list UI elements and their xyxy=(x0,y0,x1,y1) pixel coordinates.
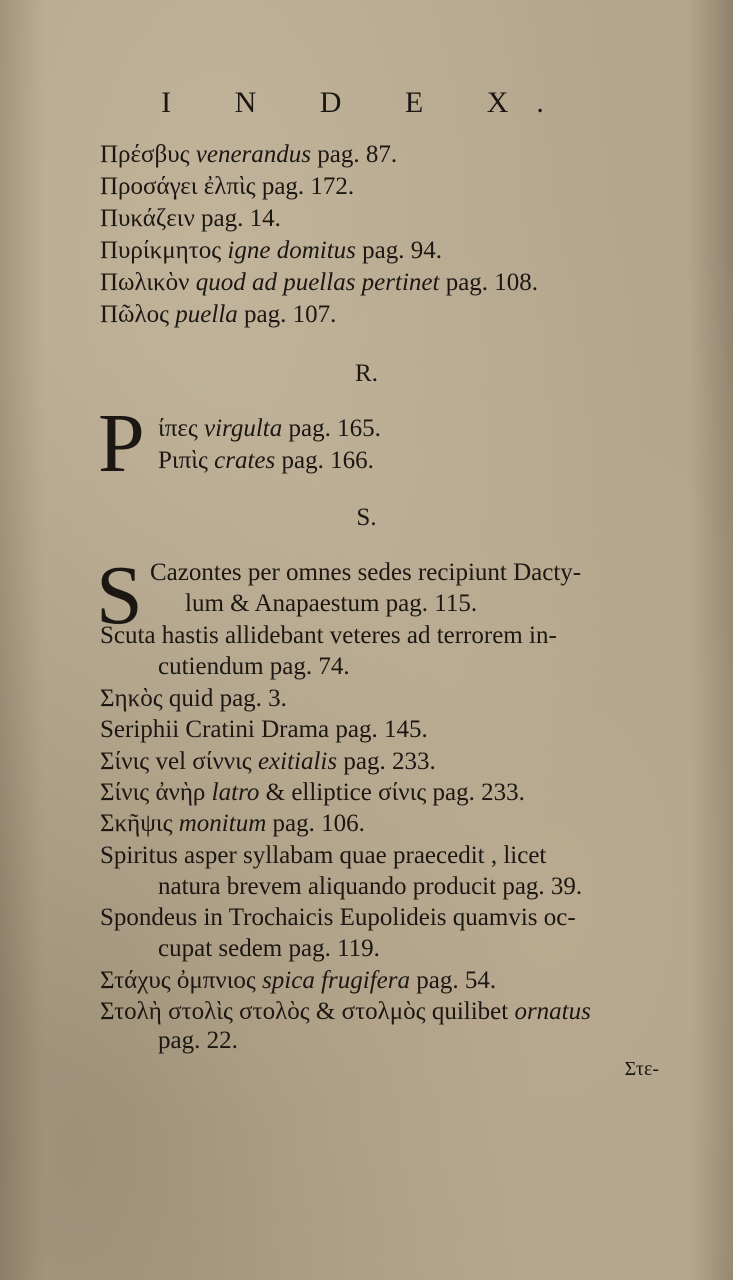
index-entry: Ριπὶς crates pag. 166. xyxy=(158,447,374,474)
section-heading-r: R. xyxy=(355,360,378,387)
index-entry: Cazontes per omnes sedes recipiunt Dacty- xyxy=(150,559,582,586)
index-entry: natura brevem aliquando producit pag. 39. xyxy=(158,873,583,900)
page-title: I N D E X. xyxy=(161,86,572,119)
index-entry: Σίνις vel σίννις exitialis pag. 233. xyxy=(100,748,436,775)
index-entry: pag. 22. xyxy=(158,1027,238,1054)
catchword: Στε- xyxy=(624,1058,659,1080)
index-entry: Πυρίκμητος igne domitus pag. 94. xyxy=(100,237,442,264)
index-entry: Πυκάζειν pag. 14. xyxy=(100,205,281,232)
index-entry: ίπες virgulta pag. 165. xyxy=(158,415,381,442)
index-entry: Σκῆψις monitum pag. 106. xyxy=(100,810,365,837)
index-entry: lum & Anapaestum pag. 115. xyxy=(185,590,478,617)
index-entry: Προσάγει ἐλπὶς pag. 172. xyxy=(100,173,355,200)
index-entry: Σηκὸς quid pag. 3. xyxy=(100,685,287,712)
index-entry: Seriphii Cratini Drama pag. 145. xyxy=(100,716,428,743)
index-entry: cutiendum pag. 74. xyxy=(158,653,350,680)
index-entry: Spondeus in Trochaicis Eupolideis quamvis oc- xyxy=(100,904,576,931)
index-entry: Scuta hastis allidebant veteres ad terrorem in- xyxy=(100,622,557,649)
index-entry: Πρέσβυς venerandus pag. 87. xyxy=(100,141,398,168)
drop-capital-s: S xyxy=(96,549,143,642)
index-entry: Spiritus asper syllabam quae praecedit , licet xyxy=(100,842,547,869)
index-entry: cupat sedem pag. 119. xyxy=(158,935,380,962)
index-entry: Στολὴ στολὶς στολὸς & στολμὸς quilibet ornatus xyxy=(100,998,591,1025)
index-entry: Πῶλος puella pag. 107. xyxy=(100,301,337,328)
index-entry: Πωλικὸν quod ad puellas pertinet pag. 108. xyxy=(100,269,539,296)
index-entry: Σίνις ἀνὴρ latro & elliptice σίνις pag. 233. xyxy=(100,779,525,806)
section-heading-s: S. xyxy=(356,504,377,531)
index-entry: Στάχυς ὀμπνιος spica frugifera pag. 54. xyxy=(100,967,497,994)
drop-capital-p: P xyxy=(98,397,145,490)
